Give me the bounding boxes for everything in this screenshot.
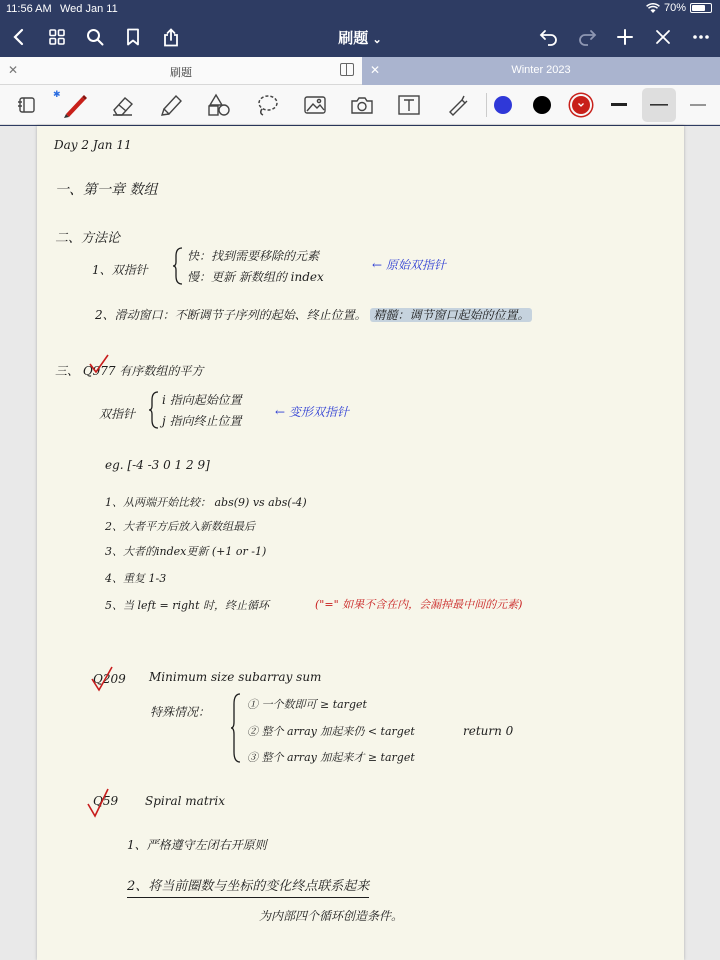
lasso-tool[interactable]	[252, 91, 282, 119]
step-1: 1、从两端开始比较： abs(9) vs abs(-4)	[105, 496, 307, 509]
fast-pointer-note: 快：找到需要移除的元素	[187, 249, 320, 263]
search-button[interactable]	[82, 24, 108, 50]
status-right	[646, 2, 712, 14]
bookmark-button[interactable]	[120, 24, 146, 50]
stroke-medium-icon	[642, 88, 676, 122]
step-2: 2、大者平方后放入新数组最后	[105, 520, 255, 533]
stroke-width-thin[interactable]	[683, 91, 713, 119]
color-swatch-black[interactable]	[533, 96, 551, 114]
status-time: 11:56 AM	[6, 3, 52, 15]
sliding-window-line	[95, 306, 532, 323]
highlighter-icon	[158, 93, 184, 117]
brace-icon	[229, 692, 243, 764]
q59-title: Spiral matrix	[145, 794, 225, 808]
image-tool[interactable]	[300, 91, 330, 119]
section-2-title: 二、方法论	[55, 231, 121, 246]
eraser-tool[interactable]	[108, 91, 138, 119]
section-3-title: 三、 Q977 有序数组的平方	[55, 364, 204, 378]
plus-icon	[616, 28, 634, 46]
brace-icon	[147, 390, 161, 430]
laser-pointer-tool[interactable]	[442, 91, 472, 119]
document-view-icon	[17, 96, 37, 114]
q209-label: Q209	[93, 672, 126, 686]
document-view-tool[interactable]	[12, 91, 42, 119]
bluetooth-icon: ✱	[53, 89, 61, 99]
close-toolbar-button[interactable]	[650, 24, 676, 50]
q209-title: Minimum size subarray sum	[149, 670, 322, 684]
more-icon	[692, 34, 710, 40]
color-swatch-blue[interactable]	[494, 96, 512, 114]
two-pointer-label-2: 双指针	[99, 407, 136, 421]
stroke-width-thick[interactable]	[604, 91, 634, 119]
text-tool[interactable]	[394, 91, 424, 119]
special-case-3: ③ 整个 array 加起来才 ≥ target	[247, 751, 415, 764]
nav-bar	[0, 18, 720, 56]
status-bar	[0, 0, 720, 18]
laser-pointer-icon	[445, 93, 469, 117]
section-1-title: 一、第一章 数组	[55, 182, 158, 198]
camera-tool[interactable]	[347, 91, 377, 119]
step-4: 4、重复 1-3	[105, 572, 167, 585]
thumbnails-button[interactable]	[44, 24, 70, 50]
status-date: Wed Jan 11	[60, 3, 118, 15]
stroke-thin-icon	[689, 102, 707, 108]
drawing-toolbar	[0, 85, 720, 125]
sliding-window-highlight: 精髓：调节窗口起始的位置。	[370, 308, 532, 322]
checkmark-icon	[89, 664, 115, 694]
variant-two-pointer-note: ← 变形双指针	[275, 405, 349, 419]
undo-button[interactable]	[536, 24, 562, 50]
note-header: Day 2 Jan 11	[54, 138, 132, 152]
special-case-2: ② 整个 array 加起来仍 < target	[247, 725, 415, 738]
q59-rule-2: 2、将当前圈数与坐标的变化终点联系起来	[127, 875, 369, 898]
search-icon	[86, 28, 104, 46]
close-icon[interactable]: ✕	[8, 63, 19, 77]
notebook-canvas[interactable]	[0, 126, 720, 960]
step-3: 3、大者的index更新 (+1 or -1)	[105, 545, 267, 558]
tab-label: Winter 2023	[511, 64, 571, 76]
example-array: eg. [-4 -3 0 1 2 9]	[105, 458, 210, 472]
highlighter-tool[interactable]	[156, 91, 186, 119]
special-cases-label: 特殊情况：	[150, 705, 211, 719]
q59-rule-1: 1、严格遵守左闭右开原则	[127, 838, 267, 852]
lasso-icon	[254, 93, 280, 117]
checkmark-icon	[87, 352, 111, 376]
share-icon	[163, 28, 179, 47]
close-icon[interactable]: ✕	[370, 63, 381, 77]
note-page[interactable]	[37, 126, 684, 960]
j-pointer-note: j 指向终止位置	[162, 414, 242, 428]
bookmark-icon	[126, 28, 140, 46]
stroke-width-medium-selected[interactable]	[642, 88, 676, 122]
sliding-window-text: 2、滑动窗口：不断调节子序列的起始、终止位置。	[95, 308, 367, 322]
two-pointer-label: 1、双指针	[92, 263, 148, 277]
grid-icon	[48, 28, 66, 46]
more-button[interactable]	[688, 24, 714, 50]
undo-icon	[539, 28, 559, 46]
document-tabs	[0, 57, 720, 85]
step-5: 5、当 left = right 时，终止循环	[105, 599, 270, 612]
chevron-left-icon	[12, 28, 26, 46]
original-two-pointer-note: ← 原始双指针	[372, 258, 446, 272]
redo-icon	[577, 28, 597, 46]
shapes-tool[interactable]	[204, 91, 234, 119]
stroke-thick-icon	[610, 102, 628, 108]
pen-tool[interactable]	[60, 91, 90, 119]
add-page-button[interactable]	[612, 24, 638, 50]
tab-label: 刷题	[170, 67, 192, 79]
tab-active[interactable]	[0, 57, 362, 85]
slow-pointer-note: 慢：更新 新数组的 index	[187, 270, 324, 284]
document-title-text[interactable]: 刷题	[338, 30, 369, 47]
return-zero-note: return 0	[463, 724, 514, 738]
q59-rule-2-cont: 为内部四个循环创造条件。	[259, 909, 404, 923]
split-view-icon[interactable]	[340, 63, 354, 76]
redo-button[interactable]	[574, 24, 600, 50]
text-box-icon	[397, 94, 421, 116]
q59-label: Q59	[93, 794, 119, 808]
pen-off-icon	[654, 28, 672, 46]
pen-icon	[61, 92, 89, 118]
chevron-down-icon[interactable]: ⌄	[372, 34, 382, 46]
wifi-icon	[646, 3, 660, 14]
i-pointer-note: i 指向起始位置	[162, 393, 242, 407]
share-button[interactable]	[158, 24, 184, 50]
eraser-icon	[110, 93, 136, 117]
battery-icon	[690, 3, 712, 13]
battery-percent: 70%	[663, 2, 686, 14]
brace-icon	[171, 246, 185, 286]
back-button[interactable]	[6, 24, 32, 50]
chevron-down-icon	[572, 96, 590, 114]
camera-icon	[350, 94, 374, 116]
image-icon	[303, 94, 327, 116]
color-swatch-red[interactable]	[572, 96, 590, 114]
shapes-icon	[206, 93, 232, 117]
toolbar-separator	[486, 93, 487, 117]
tab-inactive[interactable]	[362, 57, 720, 85]
special-case-1: ① 一个数即可 ≥ target	[247, 698, 367, 711]
checkmark-icon	[85, 786, 111, 820]
step-5-note: ("=" 如果不含在内，会漏掉最中间的元素)	[315, 598, 523, 611]
